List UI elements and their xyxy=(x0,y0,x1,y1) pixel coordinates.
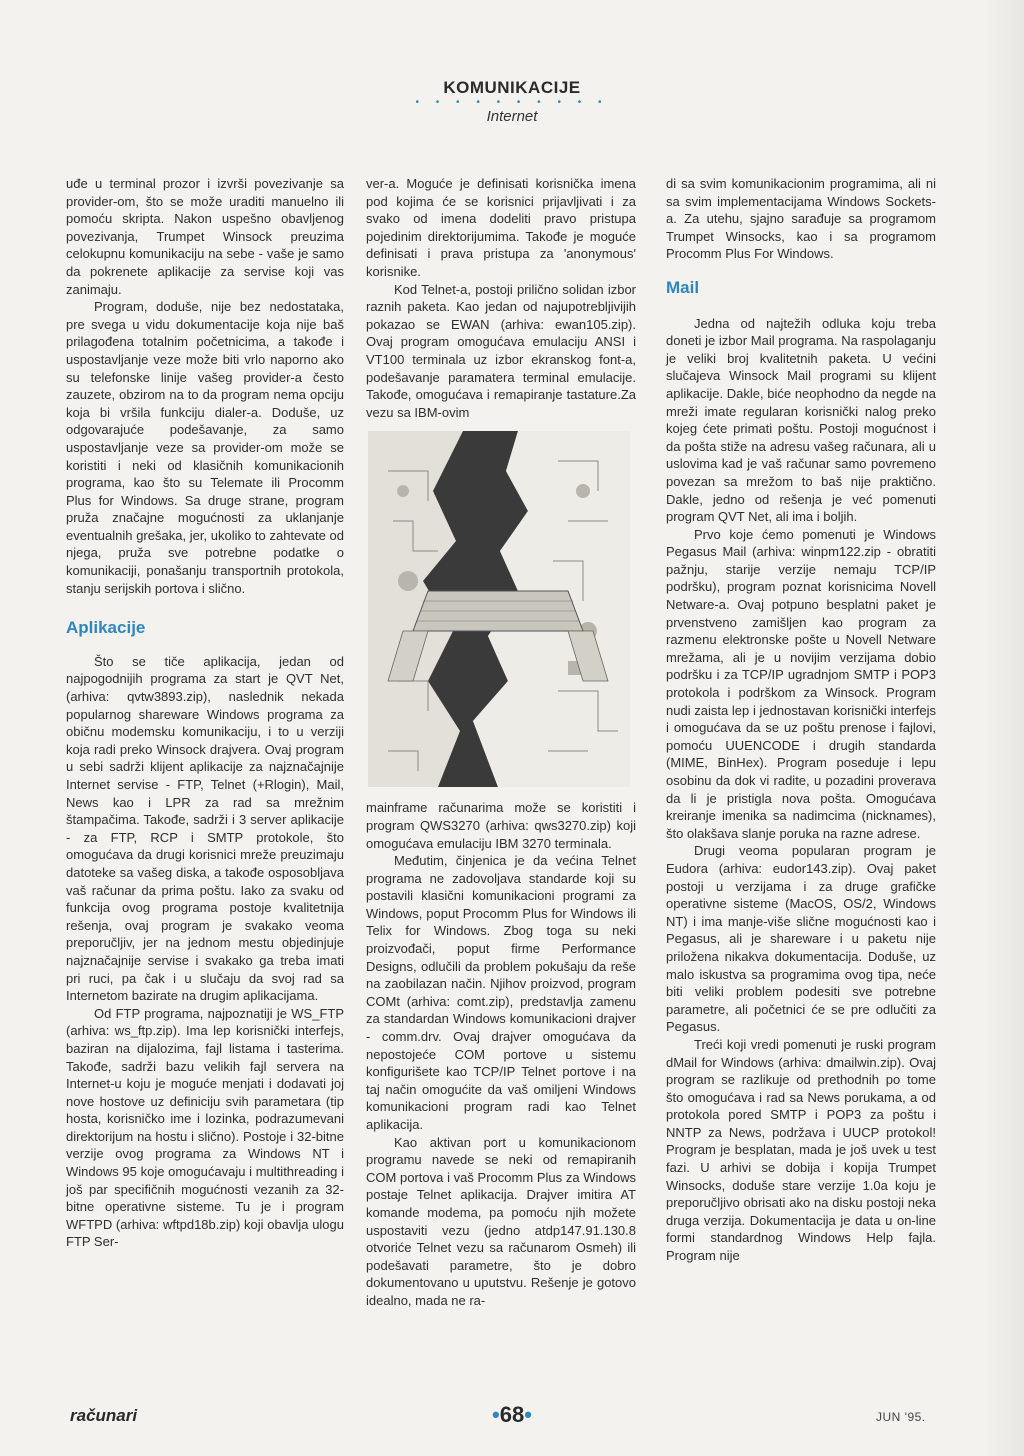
bullet-icon: • xyxy=(524,1402,532,1427)
paragraph: mainframe računarima može se koristiti i program QWS3270 (arhiva: qws3270.zip) koji omogućava emulaciju IBM 3270 terminala. xyxy=(366,800,636,851)
page-header xyxy=(0,78,1024,125)
section-subtitle: Internet xyxy=(486,108,538,125)
issue-date: JUN '95. xyxy=(876,1410,926,1424)
illustration-art xyxy=(368,431,630,787)
section-title: KOMUNIKACIJE xyxy=(443,78,581,97)
bullet-icon: • xyxy=(492,1402,500,1427)
column-3 xyxy=(666,175,936,1265)
decorative-dots: • • • • • • • • • • xyxy=(415,97,609,108)
column-1 xyxy=(66,175,344,1251)
page-number-value: 68 xyxy=(499,1402,525,1427)
page-number xyxy=(0,1402,1024,1428)
paragraph: Prvo koje ćemo pomenuti je Windows Pegasus Mail (arhiva: winpm122.zip - obratiti pažnju, starije verzije nemaju TCP/IP podršku), program poznat korisnicima Novell Netware-a. Ovaj potpuno besplatni paket je prvenstveno zamišljen kao program za razmenu elektronske pošte u Novell Netware mrežama, ali je u novijim verzijama dobio podršku i za TCP/IP ugradnjom SMTP i POP3 protokola i podrškom za Winsock. Program nudi zaista lep i jednostavan korisnički interfejs i omogućava da se uz poštu prenose i fajlovi, pomoću UUENCODE i drugih standarda (MIME, BinHex). Program poseduje i lepu osobinu da dok vi radite, u pozadini proverava da li je pristigla nova pošta. Omogućava kreiranje imenika sa nadimcima (nicknames), što olakšava slanje poruka na razne adrese. xyxy=(666,526,936,841)
paragraph: Međutim, činjenica je da većina Telnet programa ne zadovoljava standarde koji su postavili klasični komunikacioni programi za Windows, poput Procomm Plus for Windows ili Telix for Windows. Zbog toga su neki proizvođači, poput firme Performance Designs, odlučili da problem pokušaju da reše na zaobilazan način. Njihov proizvod, program COMt (arhiva: comt.zip), predstavlja zamenu za standardan Windows komunikacioni drajver - comm.drv. Ovaj drajver omogućava da nepostojeće COM portove u sistemu konfigurišete kao TCP/IP Telnet portove i na taj način omogućite da vaš omiljeni Windows komunikacioni program radi kao Telnet aplikacija. xyxy=(366,853,636,1132)
paragraph: Što se tiče aplikacija, jedan od najpogodnijih programa za start je QVT Net, (arhiva: qvtw3893.zip), naslednik nekada popularnog shareware Windows programa za običnu modemsku komunikaciju, i to u verziji koja radi preko Winsock drajvera. Ovaj program u sebi sadrži klijent aplikacije za najznačajnije Internet servise - FTP, Telnet (+Rlogin), Mail, News kao i LPR za rad sa mrežnim štampačima. Takođe, sadrži i 3 server aplikacije - za FTP, RCP i SMTP protokole, što omogućava da drugi korisnici mreže preuzimaju datoteke sa vašeg diska, a takođe osposobljava vaš računar da prima poštu. Iako za svaku od funkcija ovog programa postoje kvalitetnija rešenja, ovaj program je svakako veoma preporučljiv, jer na jednom mestu objedinjuje najznačajnije servise i svakako ga treba imati pri ruci, pa čak i u slučaju da svoj rad sa Internetom bazirate na drugim aplikacijama. xyxy=(66,653,344,1004)
paragraph: ver-a. Moguće je definisati korisnička imena pod kojima će se korisnici prijavljivati i za svako od imena dodeliti pravo pristupa pojedinim direktorijumima. Takođe je moguće definisati i prava pristupa za 'anonymous' korisnike. xyxy=(366,176,636,279)
paragraph: Drugi veoma popularan program je Eudora (arhiva: eudor143.zip). Ovaj paket postoji u verzijama i za druge grafičke operativne sisteme (MacOS, OS/2, Windows NT) i ima manje-više slične mogućnosti kao i Pegasus, ali je shareware i u paketu nije priložena nikakva dokumentacija. Doduše, uz malo iskustva sa programima ovog tipa, neće biti veliki problem podesiti sve potrebne parametre, ali početnici će se pre odlučiti za Pegasus. xyxy=(666,843,936,1035)
paragraph: uđe u terminal prozor i izvrši povezivanje sa provider-om, što se može uraditi manuelno ili pomoću skripta. Nakon uspešno obavljenog povezivanja, Trumpet Winsock preuzima celokupnu komunikaciju na sebe - vaše je samo da pokrenete aplikacije za servise koji vas zanimaju. xyxy=(66,176,344,297)
page-crease-shadow xyxy=(984,0,1024,1456)
paragraph: Kod Telnet-a, postoji prilično solidan izbor raznih paketa. Kao jedan od najupotrebljivijih pokazao se EWAN (arhiva: ewan105.zip). Ovaj program omogućava emulaciju ANSI i VT100 terminala uz izbor ekranskog font-a, podešavanje paramatera terminal emulacije. Takođe, omogućava i remapiranje tastature.Za vezu sa IBM-ovim xyxy=(366,281,636,420)
paragraph: Od FTP programa, najpoznatiji je WS_FTP (arhiva: ws_ftp.zip). Ima lep korisnički interfejs, baziran na dijalozima, fajl listama i tasterima. Takođe, sadrži bazu velikih fajl servera na Internet-u koju je moguće menjati i dodavati joj nove hostove uz definiciju svih parametara (tip hosta, korisničko ime i lozinka, podrazumevani direktorijum na hostu i slično). Postoje i 32-bitne verzije ovog programa za Windows NT i Windows 95 koje omogućavaju i multithreading i još par specifičnih mogućnosti vezanih za 32-bitne operativne sisteme. Tu je i program WFTPD (arhiva: wftpd18b.zip) koji obavlja ulogu FTP Ser- xyxy=(66,1005,344,1250)
paragraph: di sa svim komunikacionim programima, ali ni sa svim implementacijama Windows Sockets-a. Za utehu, sjajno sarađuje sa programom Trumpet Winsocks, kao i sa programom Procomm Plus For Windows. xyxy=(666,176,936,262)
illustration-network xyxy=(368,431,630,787)
paragraph: Treći koji vredi pomenuti je ruski program dMail for Windows (arhiva: dmailwin.zip). Ovaj program se razlikuje od prethodnih po tome što omogućava i rad sa News porukama, a od protokola pored SMTP i POP3 za poštu i NNTP za News, podržava i UUCP protokol! Program je besplatan, mada je još uvek u test fazi. U arhivi se dobija i kopija Trumpet Winsocks, doduše stare verzije 1.0a koju je preporučljivo obrisati ako na disku postoji neka druga verzija. Dokumentacija je data u on-line formi standardnog Windows Help fajla. Program nije xyxy=(666,1036,936,1264)
paragraph: Program, doduše, nije bez nedostataka, pre svega u vidu dokumentacije koja nije baš prilagođena totalnim početnicima, a takođe i uspostavljanje veze može biti vrlo naporno ako su telefonske linije vašeg provider-a često zauzete, obzirom na to da program nema opciju koja bi vršila funkciju dialer-a. Doduše, uz odgovarajuće podešavanje, za samo uspostavljanje veze sa provider-om može se koristiti i neki od klasičnih komunikacionih programa, kao što su Telemate ili Procomm Plus for Windows. Sa druge strane, program pruža značajne mogućnosti za uklanjanje eventualnih grešaka, jer, ukoliko to zahtevate od njega, pruža sve potrebne podatke o komunikaciji, ponašanju transportnih protokola, stanju serijskih portova i slično. xyxy=(66,299,344,596)
heading-mail: Mail xyxy=(666,277,700,297)
column-2 xyxy=(366,175,636,1310)
paragraph: Kao aktivan port u komunikacionom programu navede se neki od remapiranih COM portova i vaš Procomm Plus za Windows postaje Telnet aplikacija. Drajver imitira AT komande modema, pa pomoću njih možete uspostaviti vezu (jedno atdp147.91.130.8 otvoriće Telnet vezu sa računarom Osmeh) ili podešavati parametre, što je dobro dokumentovano u uputstvu. Rešenje je gotovo idealno, mada ne ra- xyxy=(366,1134,636,1308)
heading-aplikacije: Aplikacije xyxy=(66,618,146,638)
paragraph: Jedna od najtežih odluka koju treba doneti je izbor Mail programa. Na raspolaganju je veliki broj kvalitetnih paketa. U većini slučajeva Winsock Mail programi su klijent aplikacije. Dakle, biće neophodno da negde na mreži imate regularan korisnički nalog preko kojeg ćete primati poštu. Postoji mogućnost i da pošta stiže na adresu vašeg računara, ali u uslovima kad je vaš računar samo povremeno povezan sa mrežom to baš nije praktično. Dakle, jedno od rešenja je već pomenuti program QVT Net, ali ima i boljih. xyxy=(666,315,936,525)
magazine-name: računari xyxy=(70,1406,138,1425)
